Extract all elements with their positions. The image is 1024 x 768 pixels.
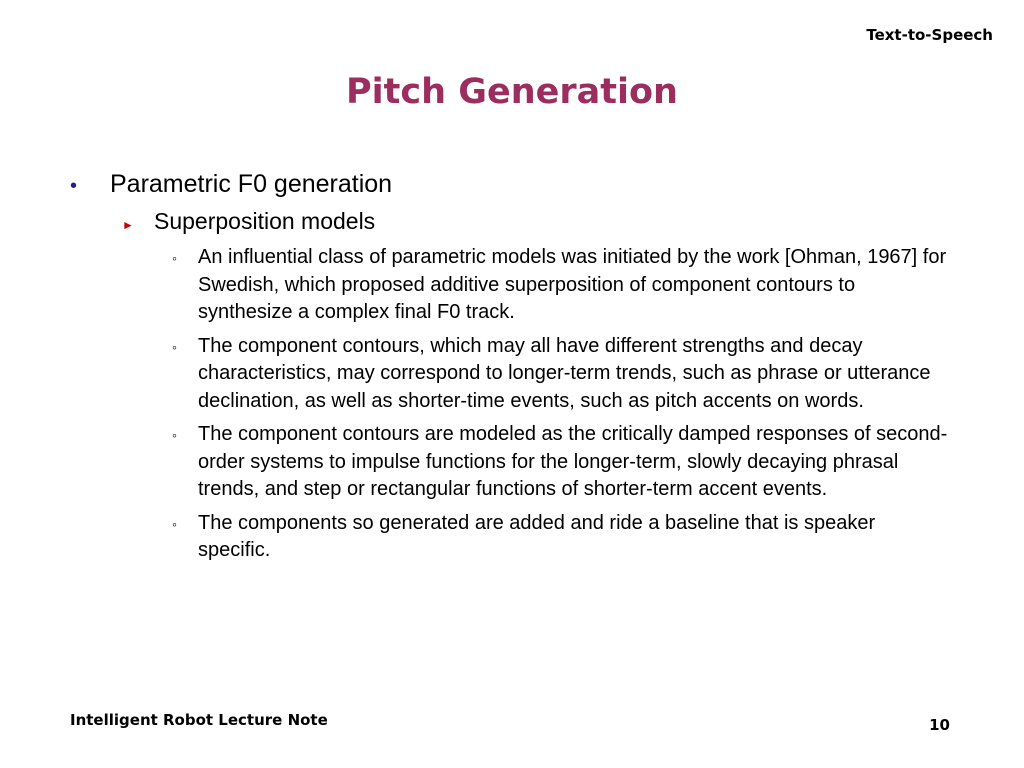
bullet-level2 <box>122 206 950 240</box>
bullet-level3-text: The components so generated are added and ride a baseline that is speaker specific. <box>198 511 876 561</box>
header-tag: Text-to-Speech <box>866 26 993 44</box>
bullet-level2-text: Superposition models <box>154 208 376 234</box>
slide-content <box>70 168 950 571</box>
slide-title: Pitch Generation <box>346 72 678 112</box>
bullet-level3-text: An influential class of parametric models was initiated by the work [Ohman, 1967] for Swedish, which proposed additive superposition of component contours to synthesize a complex final F0 track. <box>198 246 947 323</box>
bullet-level3-item <box>172 333 950 416</box>
bullet-level3-list <box>172 244 950 565</box>
page-number: 10 <box>929 716 950 734</box>
bullet-level1-text: Parametric F0 generation <box>110 170 393 198</box>
bullet-dot-icon: • <box>70 175 78 197</box>
bullet-level3-text: The component contours, which may all have different strengths and decay characteristics, may correspond to longer-term trends, such as phrase or utterance declination, as well as shorter-time events, such as pitch accents on words. <box>198 334 931 412</box>
bullet-level3-item <box>172 244 950 327</box>
bullet-level3-item <box>172 421 950 504</box>
bullet-level1 <box>70 168 950 202</box>
bullet-level3-text: The component contours are modeled as the critically damped responses of second-order systems to impulse functions for the longer-term, slowly decaying phrasal trends, and step or rectangular functions of shorter-term accent events. <box>198 423 948 500</box>
circle-bullet-icon: ◦ <box>172 515 177 532</box>
footer-course-name: Intelligent Robot Lecture Note <box>70 711 328 729</box>
bullet-level3-item <box>172 510 950 565</box>
triangle-bullet-icon: ► <box>122 218 134 232</box>
circle-bullet-icon: ◦ <box>172 338 177 355</box>
circle-bullet-icon: ◦ <box>172 427 177 443</box>
circle-bullet-icon: ◦ <box>172 250 177 266</box>
